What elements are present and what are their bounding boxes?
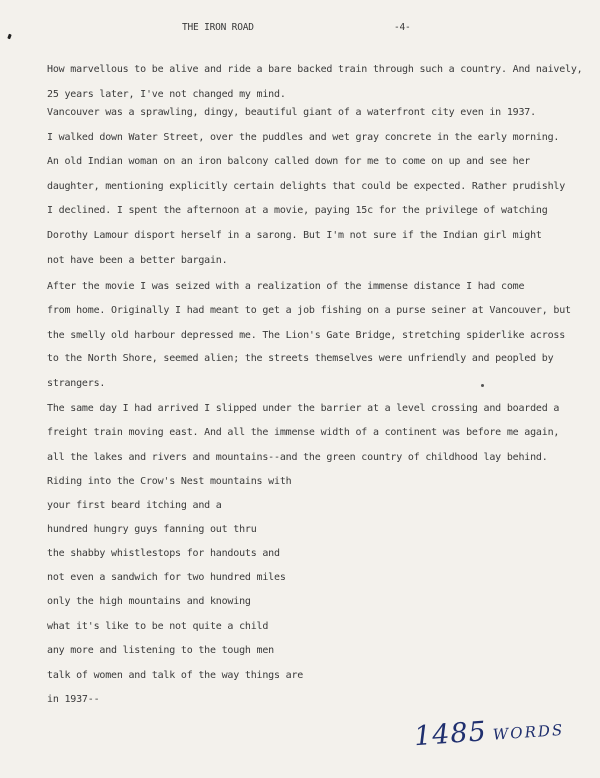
text-line: The same day I had arrived I slipped under the barrier at a level crossing and boarded a	[47, 403, 560, 414]
text-line: in 1937--	[47, 694, 100, 705]
text-line: After the movie I was seized with a realization of the immense distance I had come	[47, 281, 525, 292]
ink-speck	[481, 384, 484, 387]
page-number: -4-	[394, 22, 411, 33]
text-line: talk of women and talk of the way things are	[47, 670, 304, 681]
margin-ink-mark	[7, 34, 12, 40]
text-line: Riding into the Crow's Nest mountains with	[47, 476, 292, 487]
text-line: from home. Originally I had meant to get a job fishing on a purse seiner at Vancouver, but	[47, 305, 571, 316]
text-line: the shabby whistlestops for handouts and	[47, 548, 280, 559]
text-line: only the high mountains and knowing	[47, 596, 251, 607]
text-line: I declined. I spent the afternoon at a movie, paying 15c for the privilege of watching	[47, 205, 548, 216]
word-count-number: 1485	[413, 716, 488, 753]
text-line: not even a sandwich for two hundred miles	[47, 572, 286, 583]
text-line: freight train moving east. And all the immense width of a continent was before me again,	[47, 427, 560, 438]
text-line: the smelly old harbour depressed me. The Lion's Gate Bridge, stretching spiderlike across	[47, 330, 566, 341]
text-line: I walked down Water Street, over the puddles and wet gray concrete in the early morning.	[47, 132, 560, 143]
text-line: daughter, mentioning explicitly certain delights that could be expected. Rather prudishly	[47, 181, 566, 192]
page-header	[182, 22, 411, 33]
text-line: Dorothy Lamour disport herself in a sarong. But I'm not sure if the Indian girl might	[47, 230, 542, 241]
text-line: hundred hungry guys fanning out thru	[47, 524, 257, 535]
text-line: all the lakes and rivers and mountains--and the green country of childhood lay behind.	[47, 452, 548, 463]
text-line: not have been a better bargain.	[47, 255, 228, 266]
text-line: what it's like to be not quite a child	[47, 621, 269, 632]
text-line: to the North Shore, seemed alien; the streets themselves were unfriendly and peopled by	[47, 353, 554, 364]
text-line: An old Indian woman on an iron balcony called down for me to come on up and see her	[47, 156, 531, 167]
text-line: any more and listening to the tough men	[47, 645, 274, 656]
page-title: THE IRON ROAD	[182, 22, 254, 33]
text-line: How marvellous to be alive and ride a bare backed train through such a country. And naively,	[47, 64, 583, 75]
handwritten-word-count	[413, 711, 565, 752]
text-line: strangers.	[47, 378, 106, 389]
text-line: your first beard itching and a	[47, 500, 222, 511]
text-line: 25 years later, I've not changed my mind.	[47, 89, 286, 100]
text-line: Vancouver was a sprawling, dingy, beautiful giant of a waterfront city even in 1937.	[47, 107, 536, 118]
word-count-label: WORDS	[492, 720, 565, 744]
